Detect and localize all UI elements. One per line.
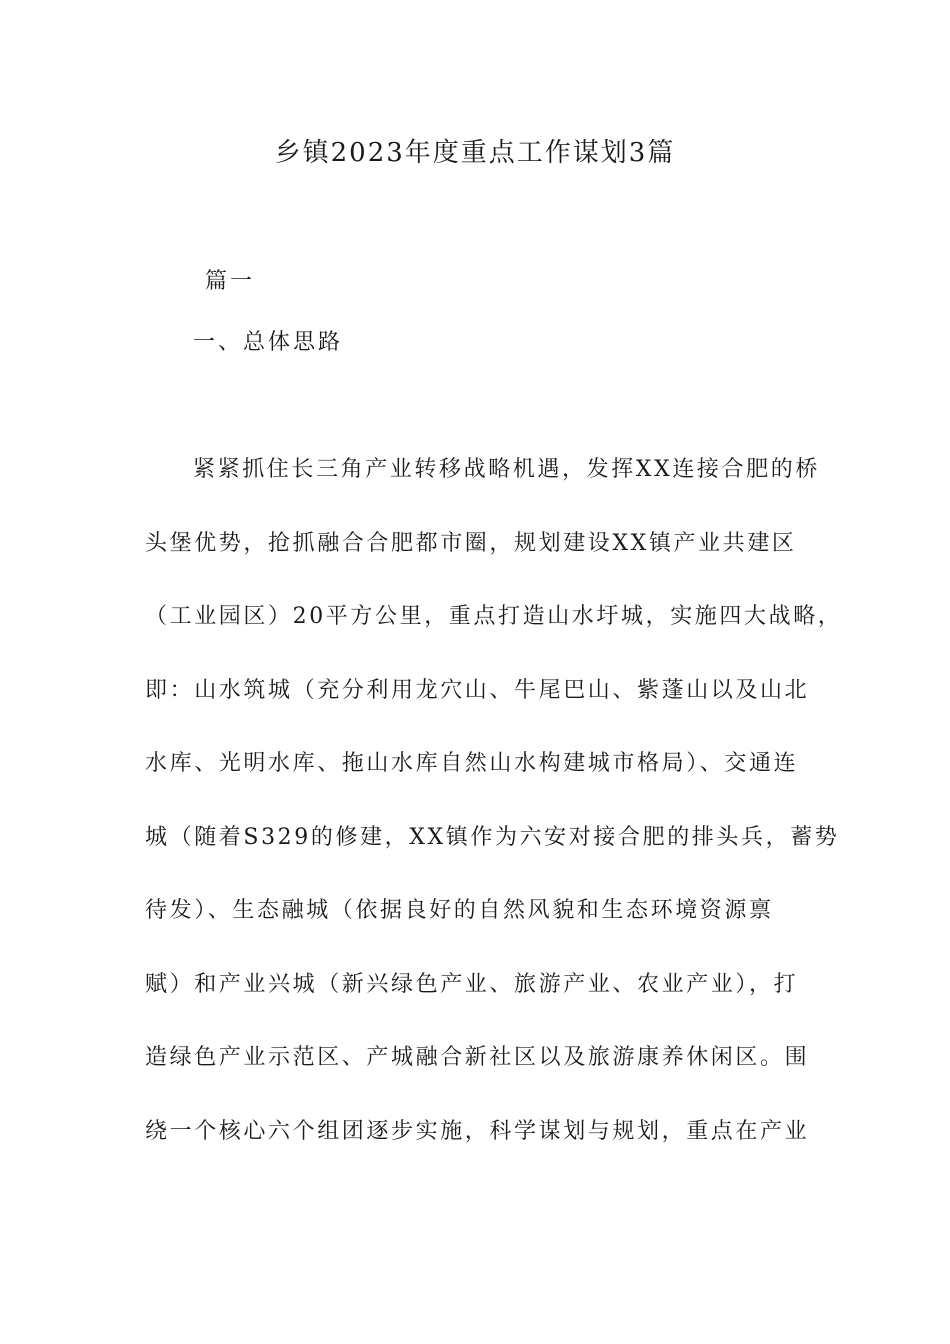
paragraph-line: 水库、光明水库、拖山水库自然山水构建城市格局）、交通连 bbox=[145, 751, 799, 776]
paragraph-line: 即：山水筑城（充分利用龙穴山、牛尾巴山、紫蓬山以及山北 bbox=[145, 677, 810, 703]
paragraph-line: 城（随着S329的修建，XX镇作为六安对接合肥的排头兵，蓄势 bbox=[145, 824, 840, 850]
paragraph-line: 赋）和产业兴城（新兴绿色产业、旅游产业、农业产业），打 bbox=[145, 971, 799, 997]
document-title: 乡镇2023年度重点工作谋划3篇 bbox=[274, 138, 676, 168]
part-heading: 篇一 bbox=[205, 269, 256, 294]
paragraph-line: 紧紧抓住长三角产业转移战略机遇，发挥XX连接合肥的桥 bbox=[193, 457, 820, 482]
paragraph-line: 头堡优势，抢抓融合合肥都市圈，规划建设XX镇产业共建区 bbox=[145, 530, 797, 556]
paragraph-line: 待发）、生态融城（依据良好的自然风貌和生态环境资源禀 bbox=[145, 898, 774, 923]
body-paragraph bbox=[145, 448, 843, 1183]
paragraph-line: （工业园区）20平方公里，重点打造山水圩城，实施四大战略， bbox=[145, 604, 843, 629]
paragraph-line: 造绿色产业示范区、产城融合新社区以及旅游康养休闲区。围 bbox=[145, 1045, 810, 1070]
paragraph-line: 绕一个核心六个组团逐步实施，科学谋划与规划，重点在产业 bbox=[145, 1118, 810, 1144]
section-heading: 一、总体思路 bbox=[193, 330, 344, 355]
